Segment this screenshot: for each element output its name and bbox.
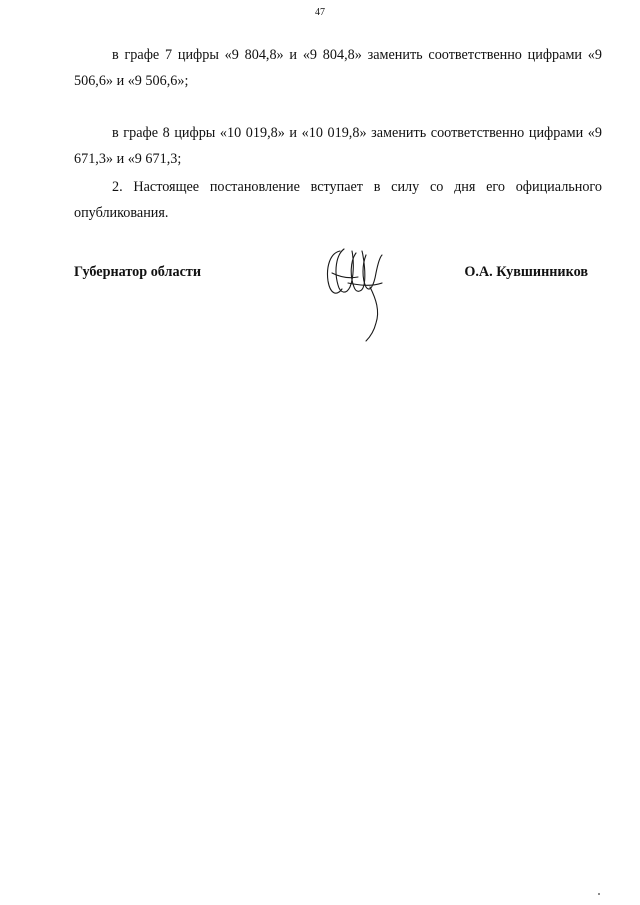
paragraph-column-7-replacement: в графе 7 цифры «9 804,8» и «9 804,8» заменить соответственно цифрами «9 506,6» и «9 506,6»; — [74, 47, 602, 89]
scan-artifact-dot — [598, 893, 600, 895]
position-title: Губернатор области — [74, 264, 202, 280]
signatory-name: О.А. Кувшинников — [464, 264, 588, 280]
page-number: 47 — [315, 7, 325, 18]
paragraph-effective-date: 2. Настоящее постановление вступает в силу со дня его официального опубликования. — [74, 179, 602, 221]
paragraph-column-8-replacement: в графе 8 цифры «10 019,8» и «10 019,8» заменить соответственно цифрами «9 671,3» и «9 671,3; — [74, 125, 602, 167]
handwritten-signature — [318, 243, 398, 343]
